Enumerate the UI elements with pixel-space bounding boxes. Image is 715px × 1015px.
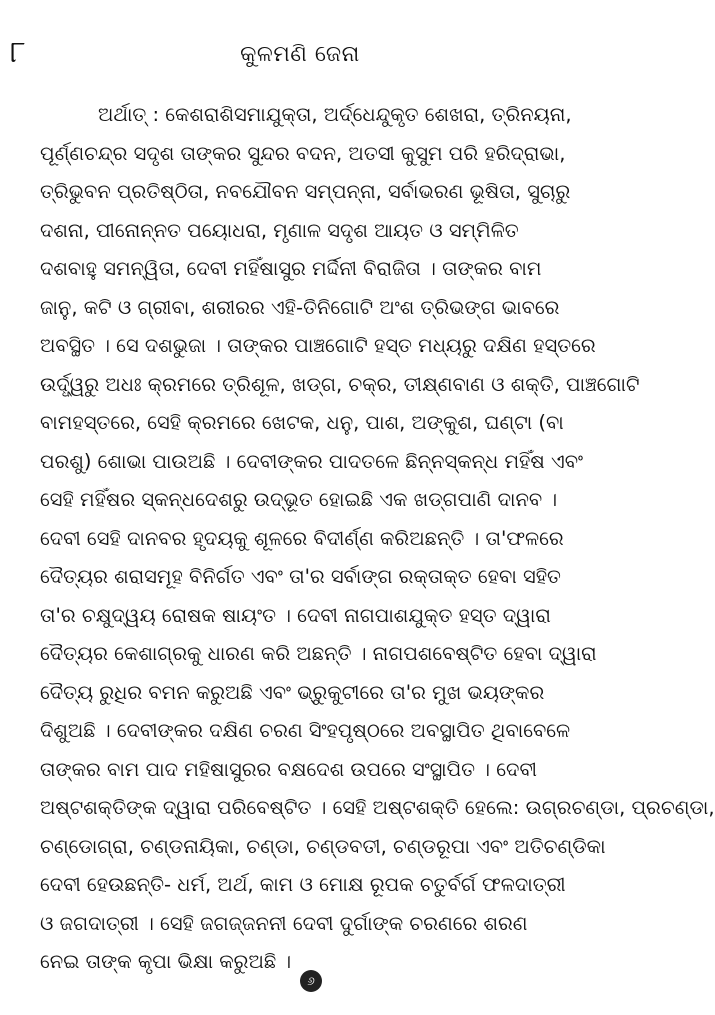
text-line: ଦଶବାହୁ ସମନ୍ୱିତା, ଦେବୀ ମହିଁଷାସୁର ମର୍ଦ୍ଦିନୀ ବିରାଜିତା । ତାଙ୍କର ବାମ	[40, 257, 542, 280]
text-line: ବାମହସ୍ତରେ, ସେହି କ୍ରମରେ ଖେଟକ, ଧନୁ, ପାଶ, ଅଙ୍କୁଶ, ଘଣ୍ଟା (ବା	[40, 411, 564, 434]
footer-page-number: ୬	[300, 970, 322, 992]
body-paragraph	[40, 96, 715, 982]
text-line: ଦୈତ୍ୟର କେଶାଗ୍ରକୁ ଧାରଣ କରି ଅଛନ୍ତି । ନାଗପଶବେଷ୍ଟିତ ହେବା ଦ୍ୱାରା	[40, 642, 597, 665]
text-line: ସେହି ମହିଁଷର ସ୍କନ୍ଧଦେଶରୁ ଉଦ୍‌ଭୂତ ହୋଇଛି ଏକ ଖଡ୍‌ଗପାଣି ଦାନବ ।	[40, 488, 558, 511]
text-line: ଦେବୀ ସେହି ଦାନବର ହୃଦୟକୁ ଶୂଳରେ ବିଦୀର୍ଣ୍ଣ କରିଅଛନ୍ତି । ତା'ଫଳରେ	[40, 526, 564, 550]
text-line: ଜାନୁ, କଟି ଓ ଗ୍ରୀବା, ଶରୀରର ଏହି-ତିନିଗୋଟି ଅଂଶ ତ୍ରିଭଙ୍ଗ ଭାବରେ	[40, 295, 560, 319]
text-line: ପୂର୍ଣ୍ଣଚନ୍ଦ୍ର ସଦୃଶ ତାଙ୍କର ସୁନ୍ଦର ବଦନ, ଅତସୀ କୁସୁମ ପରି ହରିଦ୍ରାଭା,	[40, 141, 566, 165]
text-line: ଅଷ୍ଟଶକ୍ତିଙ୍କ ଦ୍ୱାରା ପରିବେଷ୍ଟିତ । ସେହି ଅଷ୍ଟଶକ୍ତି ହେଲେ: ଉଗ୍ରଚଣ୍ଡା, ପ୍ରଚଣ୍ଡା,	[40, 796, 715, 819]
text-line: ତ୍ରିଭୁବନ ପ୍ରତିଷ୍ଠିତା, ନବଯୌବନ ସମ୍ପନ୍ନା, ସର୍ବାଭରଣ ଭୂଷିତା, ସୁଚାରୁ	[40, 180, 571, 203]
text-line: ଉର୍ଦ୍ଧ୍ୱରୁ ଅଧଃ କ୍ରମରେ ତ୍ରିଶୂଳ, ଖଡ୍ଗ, ଚକ୍ର, ତୀକ୍ଷ୍ଣବାଣ ଓ ଶକ୍ତି, ପାଞ୍ଚଗୋଟି	[40, 372, 640, 396]
running-header: କୁଳମଣି ଜେନା	[240, 42, 360, 67]
text-line: ଦୈତ୍ୟର ଶରାସମୂହ ବିନିର୍ଗତ ଏବଂ ତା'ର ସର୍ବାଙ୍ଗ ରକ୍ତାକ୍ତ ହେବା ସହିତ	[40, 565, 561, 588]
text-line: ତା'ର ଚକ୍ଷୁଦ୍ୱୟ ରୋଷକ ଷାୟଂତ । ଦେବୀ ନାଗପାଶଯୁକ୍ତ ହସ୍ତ ଦ୍ୱାରା	[40, 603, 551, 627]
text-line: ଓ ଜଗଦାତ୍ରୀ । ସେହି ଜଗଜ୍ଜନନୀ ଦେବୀ ଦୁର୍ଗାଙ୍କ ଚରଣରେ ଶରଣ	[40, 911, 528, 935]
text-line: ଅର୍ଥାତ୍ : କେଶରାଶିସମାଯୁକ୍ତା, ଅର୍ଦ୍ଧେନ୍ଦୁକୃତ ଶେଖରା, ତ୍ରିନୟନା,	[98, 103, 572, 126]
text-line: ତାଙ୍କର ବାମ ପାଦ ମହିଷାସୁରର ବକ୍ଷଦେଶ ଉପରେ ସଂସ୍ଥାପିତ । ଦେବୀ	[40, 757, 537, 781]
text-line: ଦେବୀ ହେଉଛନ୍ତି- ଧର୍ମ, ଅର୍ଥ, କାମ ଓ ମୋକ୍ଷ ରୂପକ ଚତୁର୍ବର୍ଗ ଫଳଦାତ୍ରୀ	[40, 873, 566, 896]
text-line: ଚଣ୍ଡୋଗ୍ରା, ଚଣ୍ଡନାୟିକା, ଚଣ୍ଡା, ଚଣ୍ଡବତୀ, ଚଣ୍ଡରୂପା ଏବଂ ଅତିଚଣ୍ଡିକା	[40, 834, 606, 858]
page-number: ୮	[10, 35, 26, 70]
text-line: ଦୈତ୍ୟ ରୁଧିର ବମନ କରୁଅଛି ଏବଂ ଭ୍ରୁକୁଟୀରେ ତା'ର ମୁଖ ଭୟଙ୍କର	[40, 680, 545, 704]
text-line: ପରଶୁ) ଶୋଭା ପାଉଅଛି । ଦେବୀଙ୍କର ପାଦତଳେ ଛିନ୍ନସ୍କନ୍ଧ ମହିଁଷ ଏବଂ	[40, 449, 584, 473]
text-line: ଅବସ୍ଥିତ । ସେ ଦଶଭୁଜା । ତାଙ୍କର ପାଞ୍ଚଗୋଟି ହସ୍ତ ମଧ୍ୟରୁ ଦକ୍ଷିଣ ହସ୍ତରେ	[40, 334, 596, 357]
text-line: ଦଶନା, ପୀନୋନ୍ନତ ପୟୋଧରା, ମୃଣାଳ ସଦୃଶ ଆୟତ ଓ ସମ୍ମିଳିତ	[40, 218, 519, 242]
text-line: ଦିଶୁଅଛି । ଦେବୀଙ୍କର ଦକ୍ଷିଣ ଚରଣ ସିଂହପୃଷ୍ଠରେ ଅବସ୍ଥାପିତ ଥିବାବେଳେ	[40, 719, 571, 742]
text-line: ନେଇ ତାଙ୍କ କୃପା ଭିକ୍ଷା କରୁଅଛି ।	[40, 950, 292, 973]
